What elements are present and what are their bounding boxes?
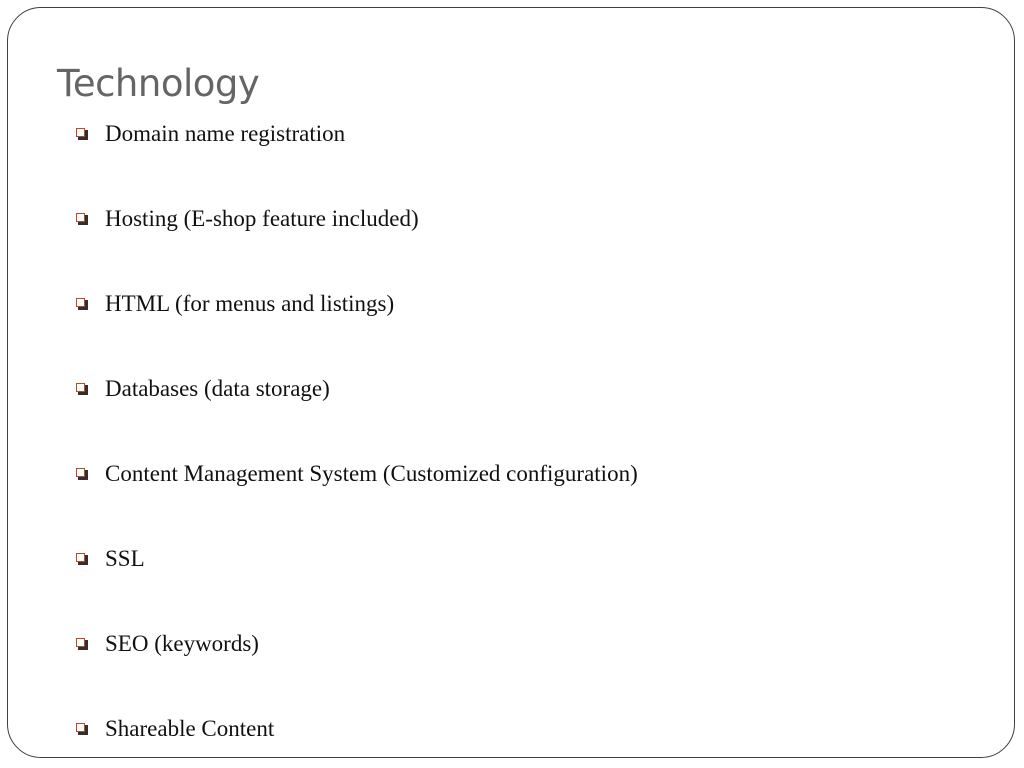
list-item	[76, 372, 638, 406]
checkbox-square-icon	[76, 638, 88, 650]
checkbox-square-icon	[76, 213, 88, 225]
checkbox-square-icon	[76, 383, 88, 395]
bullet-text: SSL	[105, 546, 145, 571]
bullet-text: Domain name registration	[105, 121, 346, 146]
list-item	[76, 117, 638, 151]
slide-frame	[7, 7, 1015, 758]
slide-title: Technology	[57, 62, 260, 105]
checkbox-square-icon	[76, 553, 88, 565]
checkbox-square-icon	[76, 128, 88, 140]
bullet-list	[76, 117, 638, 746]
list-item	[76, 627, 638, 661]
checkbox-square-icon	[76, 468, 88, 480]
checkbox-square-icon	[76, 723, 88, 735]
bullet-text: HTML (for menus and listings)	[105, 291, 395, 316]
list-item	[76, 287, 638, 321]
bullet-text: SEO (keywords)	[105, 631, 259, 656]
bullet-text: Databases (data storage)	[105, 376, 330, 401]
bullet-text: Hosting (E-shop feature included)	[105, 206, 419, 231]
list-item	[76, 712, 638, 746]
list-item	[76, 202, 638, 236]
bullet-text: Shareable Content	[105, 716, 275, 741]
bullet-text: Content Management System (Customized configuration)	[105, 461, 638, 486]
checkbox-square-icon	[76, 298, 88, 310]
list-item	[76, 457, 638, 491]
list-item	[76, 542, 638, 576]
